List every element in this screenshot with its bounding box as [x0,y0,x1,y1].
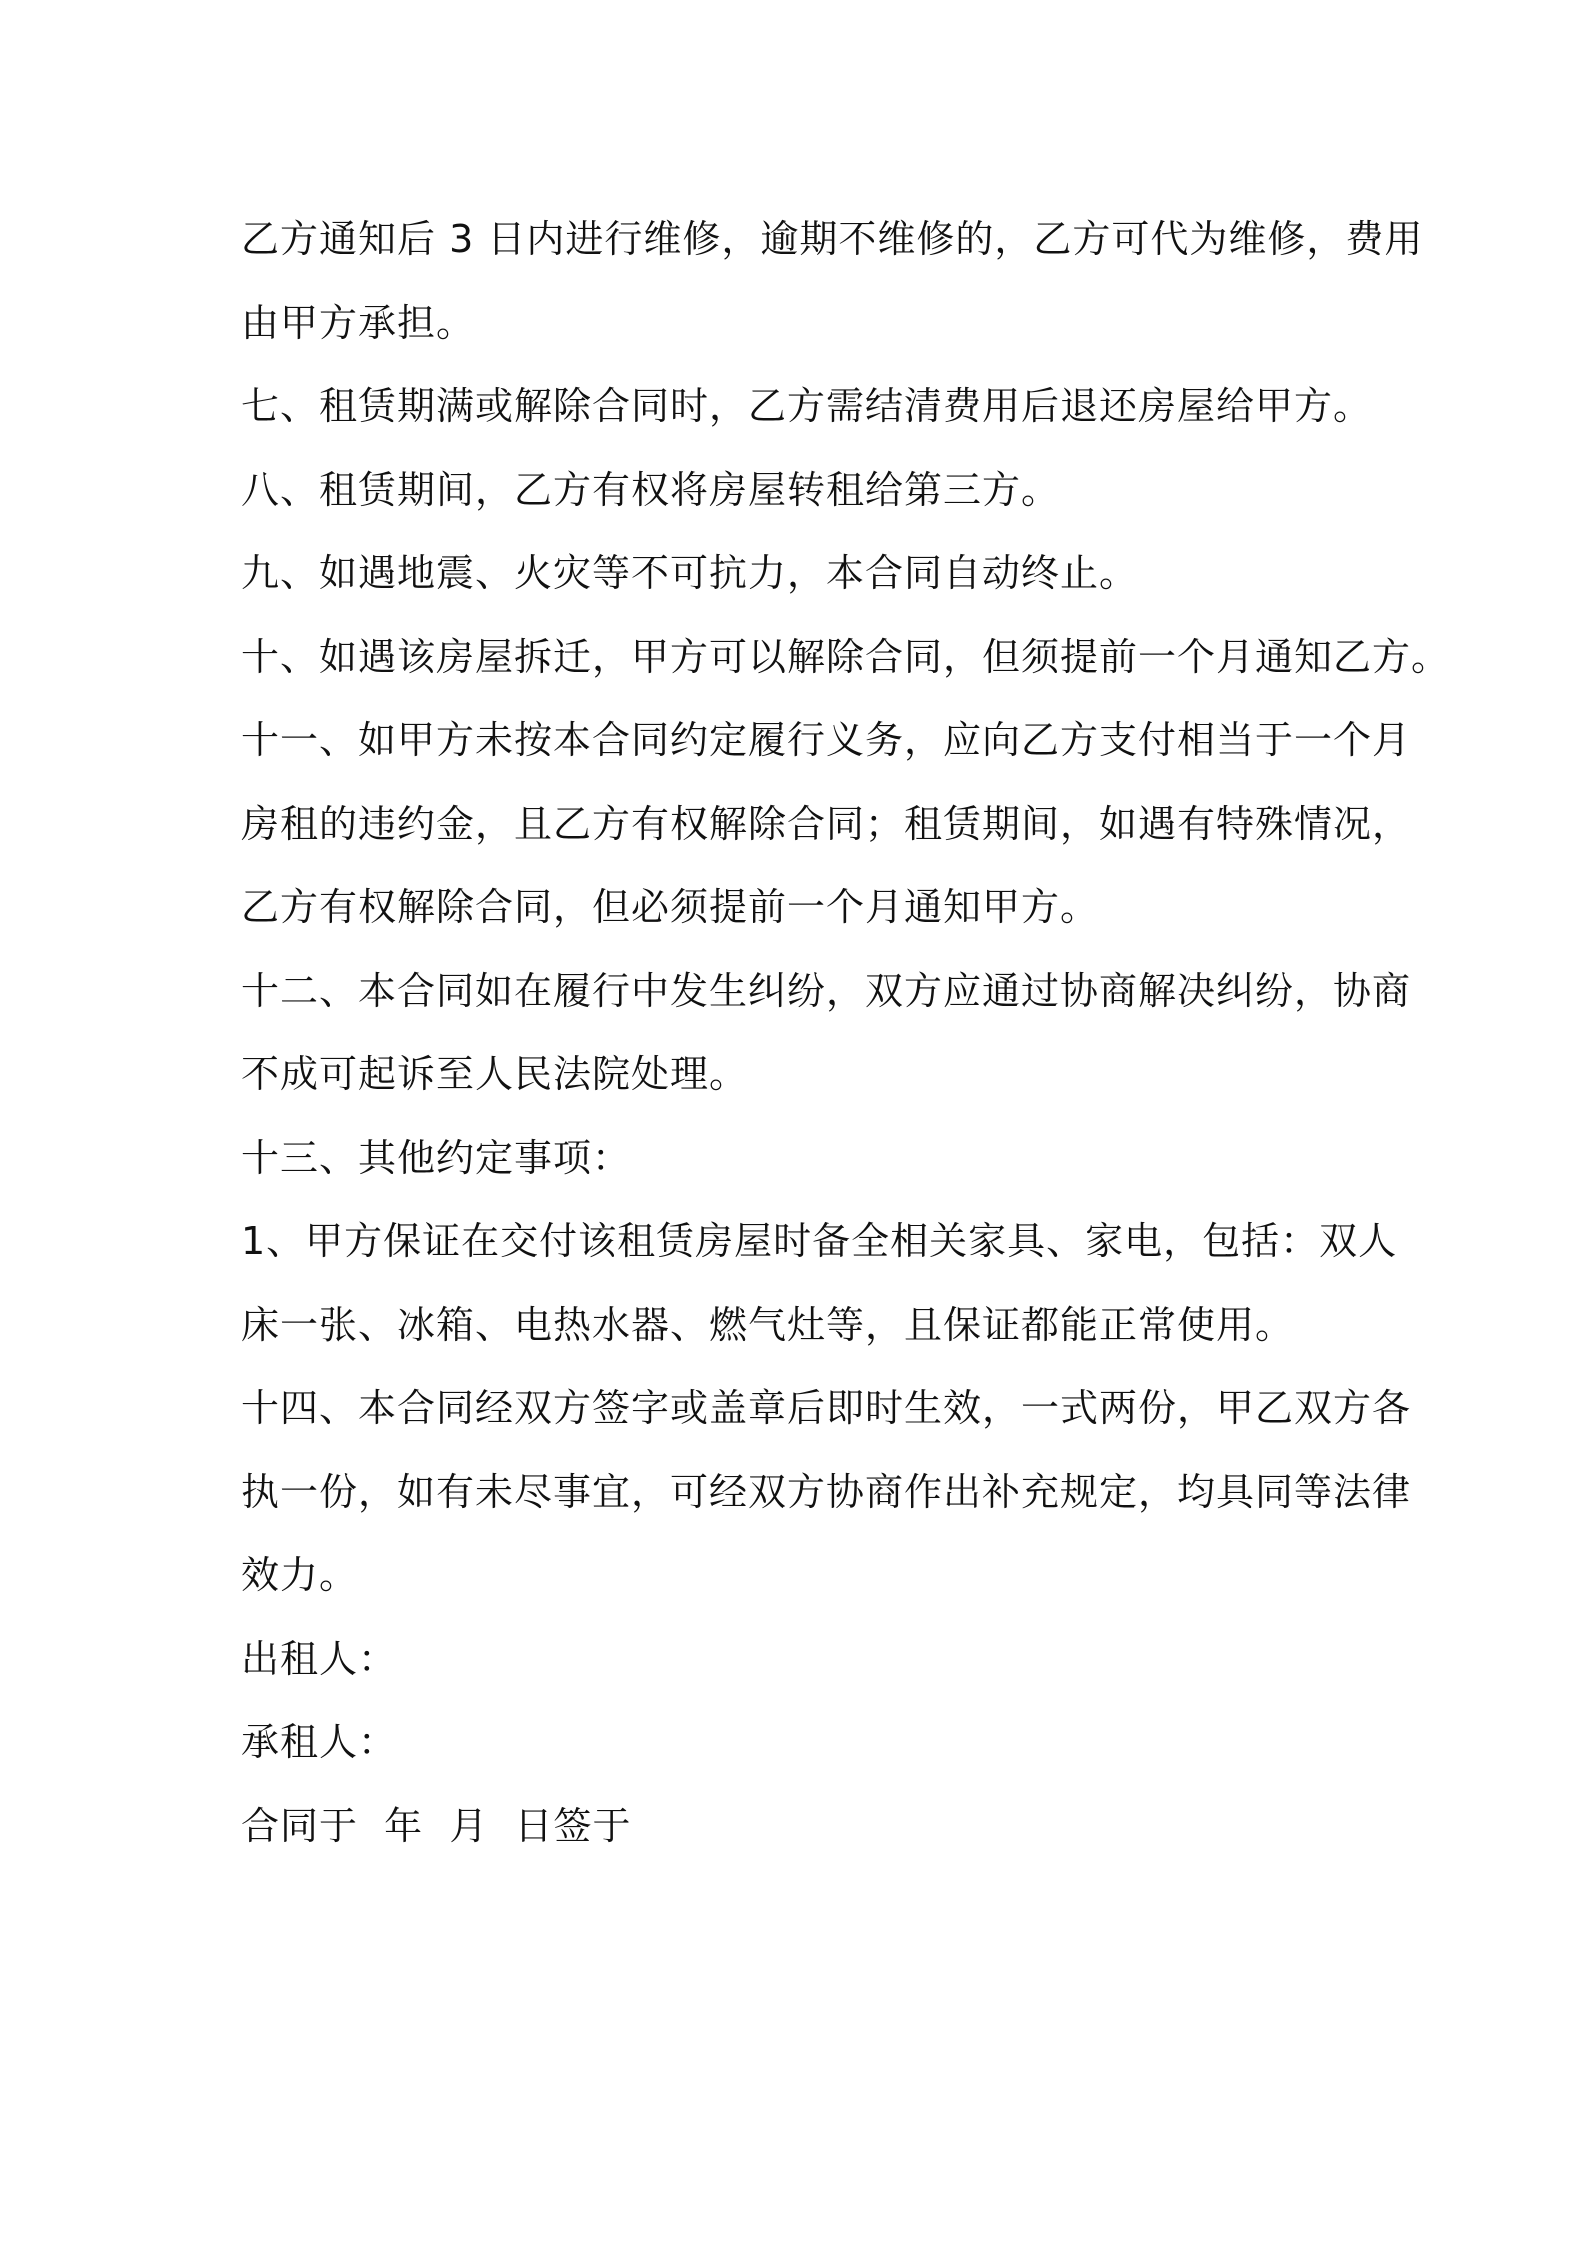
text-line: 床一张、冰箱、电热水器、燃气灶等，且保证都能正常使用。 [241,1302,1295,1347]
text-line: 乙方有权解除合同，但必须提前一个月通知甲方。 [241,885,1100,929]
text-line: 执一份，如有未尽事宜，可经双方协商作出补充规定，均具同等法律 [241,1469,1412,1514]
text-line: 效力。 [241,1553,359,1597]
clause-12 [241,950,1412,1117]
text-line: 房租的违约金，且乙方有权解除合同；租赁期间，如遇有特殊情况， [241,801,1412,846]
clause-repair-continuation [241,198,1424,365]
signing-date-line [241,1785,1353,1869]
text-line: 由甲方承担。 [241,300,476,345]
contract-body [241,198,1451,1868]
lessor-signature-line [241,1618,1353,1702]
text-line: 不成可起诉至人民法院处理。 [241,1052,749,1096]
text-line: 十一、如甲方未按本合同约定履行义务，应向乙方支付相当于一个月 [241,718,1412,762]
text-line: 合同于 年 月 日签于 [241,1803,632,1848]
text-line: 1、甲方保证在交付该租赁房屋时备全相关家具、家电，包括：双人 [241,1219,1398,1263]
clause-13-item-1 [241,1200,1398,1367]
clause-10 [241,616,1451,700]
clause-7 [241,365,1373,449]
clause-14 [241,1367,1412,1618]
text-line: 出租人： [241,1636,398,1681]
text-line: 乙方通知后 3 日内进行维修，逾期不维修的，乙方可代为维修，费用 [241,217,1424,261]
lessee-signature-line [241,1701,1353,1785]
clause-8 [241,449,1353,533]
text-line: 十四、本合同经双方签字或盖章后即时生效，一式两份，甲乙双方各 [241,1386,1412,1430]
text-line: 承租人： [241,1720,398,1764]
clause-9 [241,532,1353,616]
text-line: 七、租赁期满或解除合同时，乙方需结清费用后退还房屋给甲方。 [241,384,1373,428]
text-line: 九、如遇地震、火灾等不可抗力，本合同自动终止。 [241,551,1139,595]
clause-11 [241,699,1412,950]
text-line: 八、租赁期间，乙方有权将房屋转租给第三方。 [241,467,1061,512]
text-line: 十二、本合同如在履行中发生纠纷，双方应通过协商解决纠纷，协商 [241,968,1412,1013]
text-line: 十三、其他约定事项： [241,1135,632,1180]
clause-13-heading [241,1117,1353,1201]
text-line: 十、如遇该房屋拆迁，甲方可以解除合同，但须提前一个月通知乙方。 [241,634,1451,679]
